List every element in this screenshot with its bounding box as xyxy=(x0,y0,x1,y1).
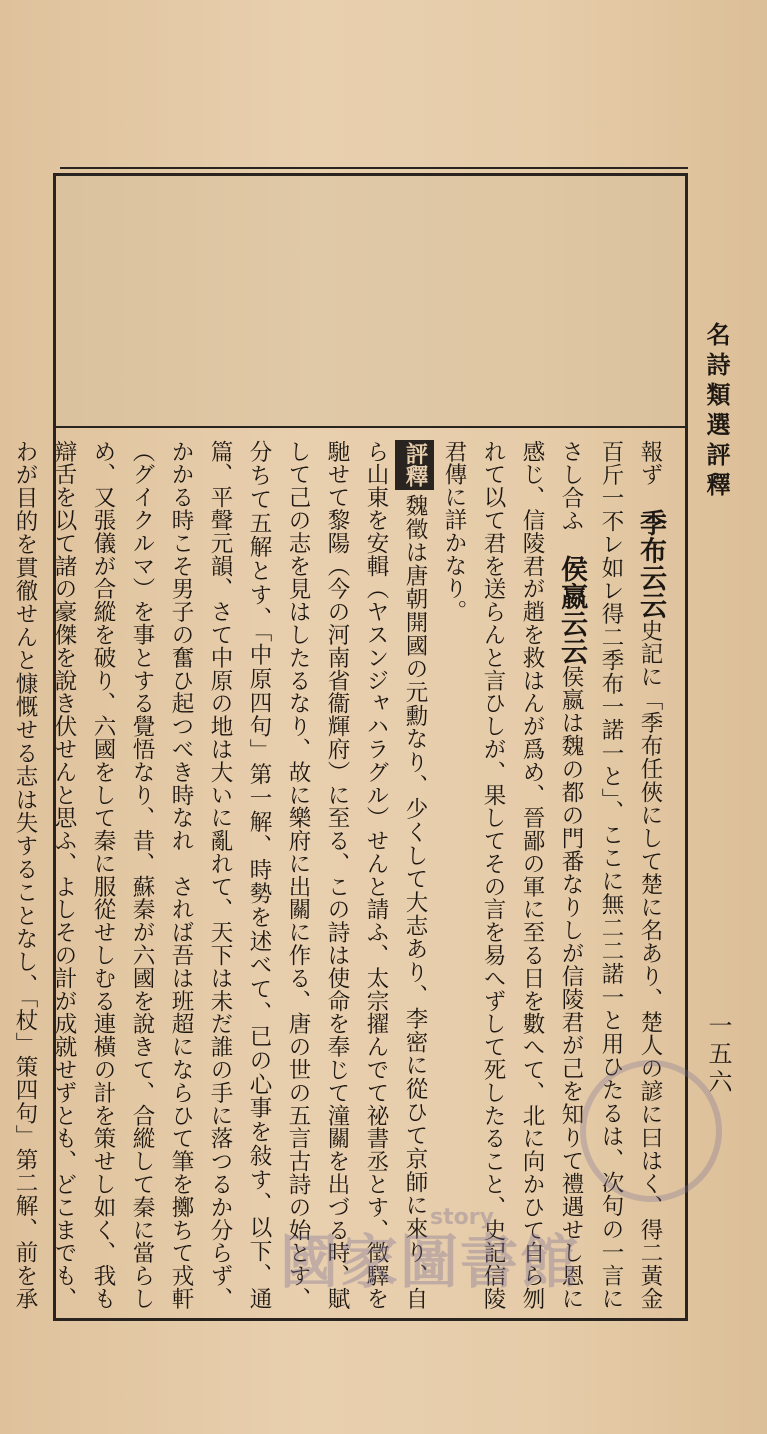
header-divider xyxy=(56,426,686,428)
note-paragraph: 報ず 季布云云史記に「季布任俠にして楚に名あり、楚人の諺に曰はく、得二黃金百斤一不レ如レ得二季布一諾一と」、ここに無二二諾一と用ひたるは、次句の一言にさし合ふ 侯嬴云云侯嬴は魏の都の門番なりしが信陵君が己を知りて禮遇せし恩に感じ、信陵君が趙を救はんが爲め、晉鄙の軍に至る日を數へて、北に向かひて自ら刎れて以て君を送らんと言ひしが、果してその言を易へずして死したること、史記信陵君傳に詳かなり。 xyxy=(441,440,666,1311)
watermark-url: story xyxy=(430,1205,494,1230)
top-border-line xyxy=(60,167,688,169)
note-heading-houei: 侯嬴云云 xyxy=(556,555,587,666)
running-title: 名詩類選評釋 xyxy=(702,322,731,502)
commentary-badge: 評釋 xyxy=(395,440,434,490)
commentary-body: 魏徵は唐朝開國の元勳なり、少くして大志あり、李密に從ひて京師に來り、自ら山東を安輯（ヤスンジャハラグル）せんと請ふ、太宗擢んでて祕書丞とす、徵驛を馳せて黎陽（今の河南省衞輝府）に至る、この詩は使命を奉じて潼關を出づる時、賦して己の志を見はしたるなり、故に樂府に出關に作る、唐の世の五言古詩の始とす、分ちて五解とす、「中原四句」第一解、時勢を述べて、已の心事を敍す、以下、通篇、平聲元韻、さて中原の地は大いに亂れて、天下は未だ誰の手に落つるか分らず、かかる時こそ男子の奮ひ起つべき時なれ されば吾は班超にならひて筆を擲ちて戎軒（グイクルマ）を事とする覺悟なり、昔、蘇秦が六國を說きて、合縱して秦に當らしめ、又張儀が合縱を破り、六國をして秦に服從せしむる連橫の計を策せし如く、我も辯舌を以て諸の豪傑を說き伏せんと思ふ、よしその計が成就せずとも、どこまでも、わが目的を貫徹せんと慷慨せる志は失することなし、「杖」策四句」第二解、前を承 xyxy=(12,440,428,1310)
watermark-name: 國家圖書館 xyxy=(280,1228,581,1296)
commentary-text xyxy=(12,440,670,1311)
note-heading-jifu: 季布云云 xyxy=(635,509,666,620)
page-number: 一五六 xyxy=(704,1013,732,1097)
note-body-houei: 侯嬴は魏の都の門番なりしが信陵君が己を知りて禮遇せし恩に感じ、信陵君が趙を救はんが爲め、晉鄙の軍に至る日を數へて、北に向かひて自ら刎れて以て君を送らんと言ひしが、果してその言を易へずして死したること、史記信陵君傳に詳かなり。 xyxy=(441,440,584,1311)
commentary-paragraph xyxy=(0,440,434,1310)
note-body-jifu: 史記に「季布任俠にして楚に名あり、楚人の諺に曰はく、得二黃金百斤一不レ如レ得二季布一諾一と」、ここに無二二諾一と用ひたるは、次句の一言にさし合ふ xyxy=(558,440,663,1311)
